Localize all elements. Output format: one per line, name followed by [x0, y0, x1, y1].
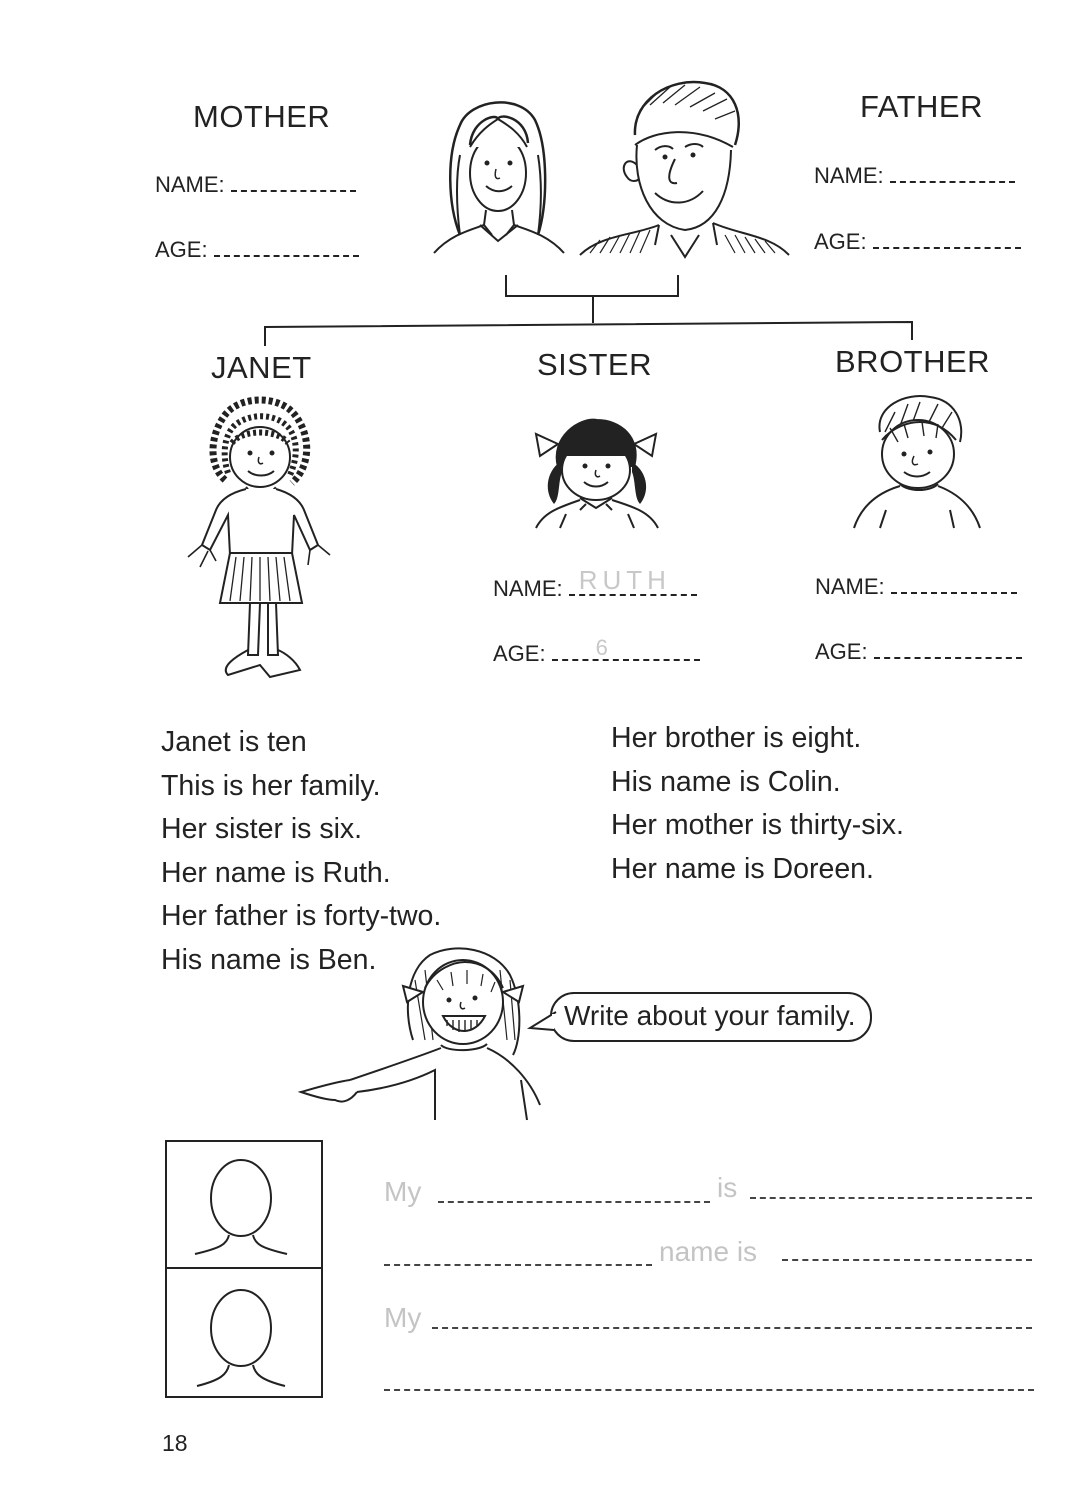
brother-age-blank[interactable] [874, 656, 1022, 659]
mother-age-label: AGE: [155, 237, 208, 262]
sister-age-field [493, 635, 700, 667]
story-line: Her father is forty-two. [161, 900, 442, 932]
mother-age-field [155, 237, 359, 263]
writing-blank-1b[interactable] [750, 1196, 1032, 1199]
story-line: Her brother is eight. [611, 722, 862, 754]
page-number: 18 [162, 1430, 188, 1456]
mother-name-blank[interactable] [231, 189, 356, 192]
story-line: Janet is ten [161, 726, 307, 758]
sister-illustration [530, 412, 665, 532]
writing-prompt-my-2: My [384, 1302, 422, 1333]
story-line: Her mother is thirty-six. [611, 809, 904, 841]
sister-heading: SISTER [537, 347, 652, 382]
writing-prompt-is: is [717, 1172, 738, 1203]
story-right [611, 717, 904, 891]
father-illustration [575, 75, 790, 260]
story-line: His name is Colin. [611, 765, 841, 798]
sister-age-blank[interactable] [552, 635, 700, 661]
father-name-field [814, 163, 1015, 189]
father-age-blank[interactable] [873, 246, 1021, 249]
father-age-label: AGE: [814, 229, 867, 254]
mother-name-label: NAME: [155, 172, 225, 197]
brother-name-field [815, 574, 1017, 600]
writing-blank-2b[interactable] [782, 1258, 1032, 1261]
story-line: His name is Ben. [161, 943, 377, 976]
mother-illustration [430, 85, 565, 260]
speech-bubble-tail [524, 1006, 558, 1038]
father-name-blank[interactable] [890, 180, 1015, 183]
writing-blank-1a[interactable] [438, 1200, 710, 1203]
story-line: This is her family. [161, 769, 381, 802]
brother-age-label: AGE: [815, 639, 868, 664]
sister-age-handwritten: 6 [595, 635, 613, 660]
story-line: Her name is Ruth. [161, 856, 391, 889]
writing-blank-2a[interactable] [384, 1263, 652, 1266]
brother-heading: BROTHER [835, 344, 991, 379]
speech-bubble: Write about your family. [550, 992, 872, 1042]
father-name-label: NAME: [814, 163, 884, 188]
mother-age-blank[interactable] [214, 254, 359, 257]
sister-name-handwritten: RUTH [578, 565, 671, 595]
face-drawing-frame [165, 1140, 323, 1398]
mother-name-field [155, 172, 356, 198]
father-heading: FATHER [860, 89, 983, 124]
janet-heading: JANET [211, 350, 312, 385]
brother-name-label: NAME: [815, 574, 885, 599]
sister-name-field [493, 565, 697, 602]
story-line: Her name is Doreen. [611, 852, 874, 885]
writing-prompt-my-1: My [384, 1176, 422, 1207]
writing-blank-4[interactable] [384, 1388, 1034, 1391]
pointing-girl-illustration [295, 940, 555, 1125]
janet-illustration [180, 395, 335, 680]
brother-age-field [815, 639, 1022, 665]
father-age-field [814, 229, 1021, 255]
story-line: Her sister is six. [161, 813, 363, 845]
sister-age-label: AGE: [493, 641, 546, 666]
mother-heading: MOTHER [193, 99, 331, 134]
sister-name-blank[interactable] [569, 565, 697, 596]
brother-illustration [850, 392, 985, 532]
writing-blank-3[interactable] [432, 1326, 1032, 1329]
writing-prompt-name-is: name is [659, 1236, 758, 1267]
sister-name-label: NAME: [493, 576, 563, 601]
brother-name-blank[interactable] [891, 591, 1017, 594]
